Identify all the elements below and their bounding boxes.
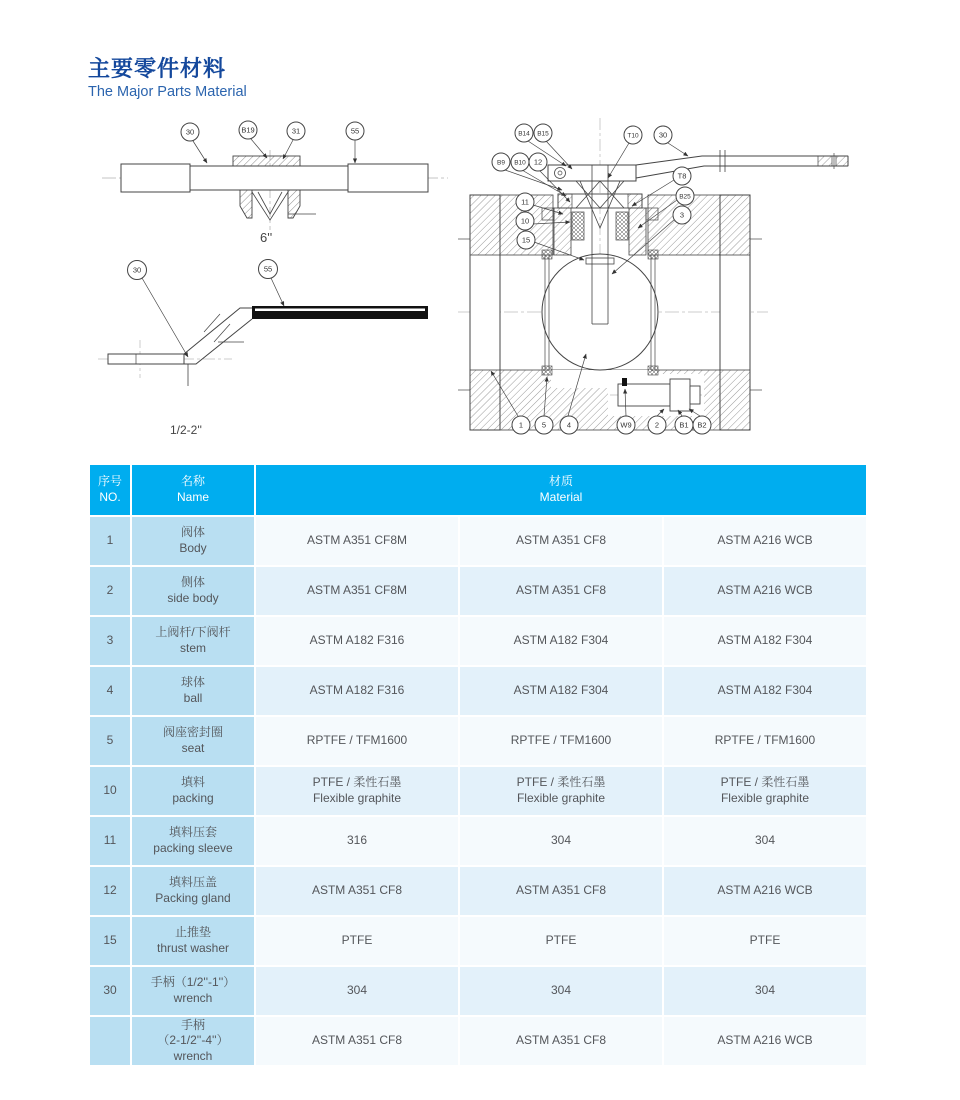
row-no: 2	[90, 567, 130, 615]
row-name: 手柄（1/2''-1''） wrench	[132, 967, 254, 1015]
material-cell: ASTM A351 CF8	[460, 1017, 662, 1065]
svg-text:W9: W9	[620, 420, 632, 430]
row-name: 上阀杆/下阀杆 stem	[132, 617, 254, 665]
material-cell: 304	[664, 817, 866, 865]
row-name: 填料压套 packing sleeve	[132, 817, 254, 865]
material-cell: PTFE	[460, 917, 662, 965]
materials-table	[88, 463, 868, 1067]
callout-bubble	[128, 261, 189, 358]
svg-text:10: 10	[520, 216, 530, 226]
row-no: 30	[90, 967, 130, 1015]
table-row	[90, 1017, 866, 1065]
table-row	[90, 767, 866, 815]
material-cell: ASTM A182 F304	[664, 667, 866, 715]
material-cell: ASTM A351 CF8	[460, 517, 662, 565]
callout-bubble	[654, 126, 688, 156]
material-cell: ASTM A182 F304	[460, 667, 662, 715]
svg-text:B25: B25	[679, 193, 691, 201]
svg-text:15: 15	[521, 235, 531, 245]
material-cell: RPTFE / TFM1600	[460, 717, 662, 765]
material-cell: ASTM A351 CF8	[256, 867, 458, 915]
page-title: 主要零件材料	[88, 56, 227, 81]
svg-text:2: 2	[654, 420, 660, 430]
svg-text:30: 30	[658, 130, 668, 140]
material-cell: PTFE / 柔性石墨 Flexible graphite	[664, 767, 866, 815]
page-subtitle: The Major Parts Material	[88, 84, 247, 100]
size-label-small: 1/2-2''	[170, 423, 202, 437]
row-no	[90, 1017, 130, 1065]
svg-text:12: 12	[533, 157, 543, 167]
material-cell: 304	[256, 967, 458, 1015]
table-row	[90, 567, 866, 615]
svg-text:4: 4	[566, 420, 572, 430]
table-row	[90, 967, 866, 1015]
material-cell: ASTM A182 F304	[460, 617, 662, 665]
size-label-6in: 6''	[260, 230, 273, 245]
material-cell: 304	[460, 967, 662, 1015]
drawing-handle-6in	[100, 118, 450, 253]
material-cell: RPTFE / TFM1600	[256, 717, 458, 765]
svg-text:B14: B14	[518, 130, 530, 138]
row-no: 1	[90, 517, 130, 565]
row-no: 10	[90, 767, 130, 815]
material-cell: ASTM A216 WCB	[664, 867, 866, 915]
svg-text:3: 3	[679, 210, 685, 220]
row-no: 3	[90, 617, 130, 665]
material-cell: ASTM A216 WCB	[664, 517, 866, 565]
table-body	[90, 517, 866, 1065]
row-no: 11	[90, 817, 130, 865]
row-no: 5	[90, 717, 130, 765]
svg-text:B1: B1	[679, 420, 689, 430]
material-cell: ASTM A182 F316	[256, 667, 458, 715]
svg-text:30: 30	[132, 265, 142, 275]
col-header-no: 序号 NO.	[90, 465, 130, 515]
svg-text:1: 1	[518, 420, 524, 430]
row-no: 12	[90, 867, 130, 915]
row-name: 阀体 Body	[132, 517, 254, 565]
svg-text:T8: T8	[677, 171, 687, 181]
svg-text:55: 55	[263, 264, 273, 274]
svg-text:5: 5	[541, 420, 547, 430]
col-header-material: 材质 Material	[256, 465, 866, 515]
row-name: 阀座密封圈 seat	[132, 717, 254, 765]
row-no: 4	[90, 667, 130, 715]
svg-text:B15: B15	[537, 130, 549, 138]
material-cell: ASTM A351 CF8	[460, 567, 662, 615]
col-header-name: 名称 Name	[132, 465, 254, 515]
table-row	[90, 867, 866, 915]
svg-text:31: 31	[291, 126, 301, 136]
material-cell: PTFE	[256, 917, 458, 965]
material-cell: PTFE	[664, 917, 866, 965]
row-name: 手柄 （2-1/2''-4''） wrench	[132, 1017, 254, 1065]
svg-text:B10: B10	[514, 159, 526, 167]
row-name: 球体 ball	[132, 667, 254, 715]
callout-bubble	[239, 121, 267, 158]
drawing-handle-small	[92, 256, 452, 446]
row-name: 填料 packing	[132, 767, 254, 815]
material-cell: 316	[256, 817, 458, 865]
table-row	[90, 817, 866, 865]
svg-text:55: 55	[350, 126, 360, 136]
material-cell: 304	[664, 967, 866, 1015]
material-cell: PTFE / 柔性石墨 Flexible graphite	[460, 767, 662, 815]
row-no: 15	[90, 917, 130, 965]
material-cell: ASTM A182 F316	[256, 617, 458, 665]
row-name: 侧体 side body	[132, 567, 254, 615]
svg-text:T10: T10	[627, 132, 639, 140]
material-cell: ASTM A351 CF8M	[256, 567, 458, 615]
material-cell: PTFE / 柔性石墨 Flexible graphite	[256, 767, 458, 815]
material-cell: ASTM A182 F304	[664, 617, 866, 665]
row-name: 止推垫 thrust washer	[132, 917, 254, 965]
svg-text:B9: B9	[497, 159, 505, 167]
material-cell: ASTM A351 CF8	[256, 1017, 458, 1065]
table-row	[90, 917, 866, 965]
svg-text:11: 11	[521, 197, 529, 207]
svg-text:B2: B2	[697, 420, 707, 430]
table-row	[90, 517, 866, 565]
material-cell: ASTM A351 CF8M	[256, 517, 458, 565]
callout-bubble	[283, 122, 305, 159]
material-cell: ASTM A216 WCB	[664, 567, 866, 615]
table-row	[90, 667, 866, 715]
svg-text:30: 30	[185, 127, 195, 137]
table-row	[90, 617, 866, 665]
svg-text:B19: B19	[241, 125, 255, 135]
drawing-valve-section	[458, 112, 868, 447]
material-cell: ASTM A351 CF8	[460, 867, 662, 915]
material-cell: 304	[460, 817, 662, 865]
callout-bubble	[181, 123, 207, 163]
row-name: 填料压盖 Packing gland	[132, 867, 254, 915]
material-cell: RPTFE / TFM1600	[664, 717, 866, 765]
callout-bubble	[346, 122, 364, 163]
table-row	[90, 717, 866, 765]
callout-bubble	[259, 260, 285, 307]
material-cell: ASTM A216 WCB	[664, 1017, 866, 1065]
